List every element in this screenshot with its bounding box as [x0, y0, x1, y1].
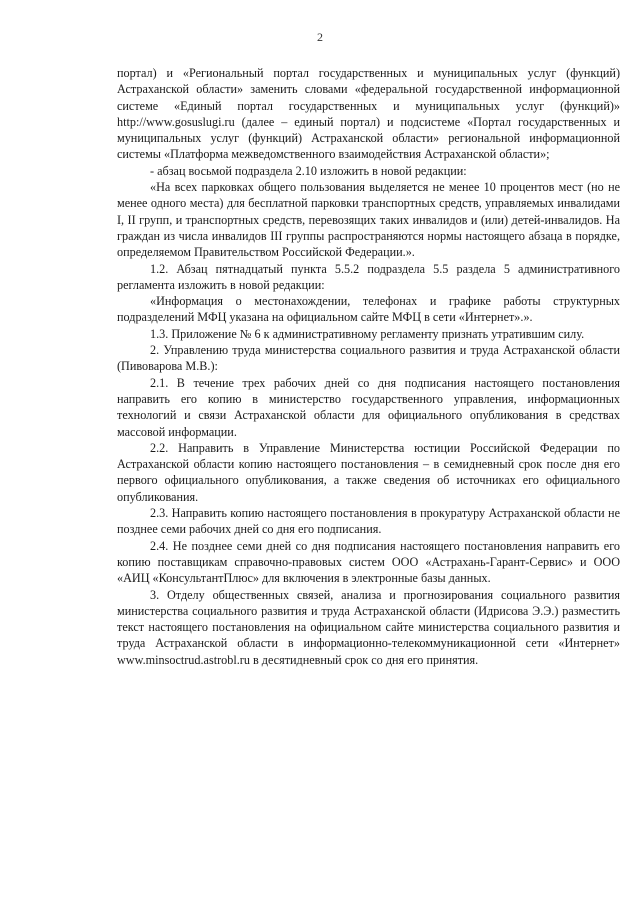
paragraph-parking-quote: «На всех парковках общего пользования выделяется не менее 10 процентов мест (но не менее одного места) для бесплатной парковки транспортных средств, управляемых инвалидами I, II групп, и транспортных средств, перевозящих таких инвалидов и (или) детей-инвалидов. На граждан из числа инвалидов III группы распространяются нормы настоящего абзаца в порядке, определяемом Правительством Российской Федерации.». — [117, 180, 620, 260]
paragraph-mfc-quote: «Информация о местонахождении, телефонах и графике работы структурных подразделений МФЦ указана на официальном сайте МФЦ в сети «Интернет».». — [117, 294, 620, 325]
paragraph-item-3: 3. Отделу общественных связей, анализа и прогнозирования социального развития министерства социального развития и труда Астраханской области (Идрисова Э.Э.) разместить текст настоящего постановления на официальном сайте министерства социального развития и труда Астраханской области в информационно-телекоммуникационной сети «Интернет» www.minsoctrud.astrobl.ru в десятидневный срок со дня его принятия. — [117, 587, 620, 667]
paragraph-item-2-2: 2.2. Направить в Управление Министерства юстиции Российской Федерации по Астраханской области копию настоящего постановления – в семидневный срок после дня его первого официального опубликования, а также сведения об источниках его официального опубликования. — [117, 440, 620, 504]
paragraph-item-2-10: - абзац восьмой подраздела 2.10 изложить в новой редакции: — [150, 163, 467, 178]
paragraph-item-2-1: 2.1. В течение трех рабочих дней со дня подписания настоящего постановления направить его копию в министерство государственного управления, информационных технологий и связи Астраханской области для официального опубликования в средствах массовой информации. — [117, 375, 620, 439]
page-number: 2 — [317, 30, 323, 44]
paragraph-item-2-4: 2.4. Не позднее семи дней со дня подписания настоящего постановления направить его копию поставщикам справочно-правовых систем ООО «Астрахань-Гарант-Сервис» и ООО «АИЦ «КонсультантПлюс» для включения в электронные базы данных. — [117, 538, 620, 586]
paragraph-portal-replacement: портал) и «Региональный портал государственных и муниципальных услуг (функций) Астраханской области» заменить словами «федеральной государственной информационной системе «Единый портал государственных и муниципальных услуг (функций)» http://www.gosuslugi.ru (далее – единый портал) и подсистеме «Портал государственных и муниципальных услуг (функций) Астраханской области» региональной информационной системы «Платформа межведомственного взаимодействия Астраханской области»; — [117, 66, 620, 162]
paragraph-item-2-3: 2.3. Направить копию настоящего постановления в прокуратуру Астраханской области не позднее семи рабочих дней со дня его подписания. — [117, 506, 620, 537]
document-body — [117, 65, 620, 668]
paragraph-item-1-2: 1.2. Абзац пятнадцатый пункта 5.5.2 подраздела 5.5 раздела 5 административного регламента изложить в новой редакции: — [117, 261, 620, 292]
paragraph-item-2: 2. Управлению труда министерства социального развития и труда Астраханской области (Пивоварова М.В.): — [117, 343, 620, 374]
paragraph-item-1-3: 1.3. Приложение № 6 к административному регламенту признать утратившим силу. — [150, 326, 585, 341]
